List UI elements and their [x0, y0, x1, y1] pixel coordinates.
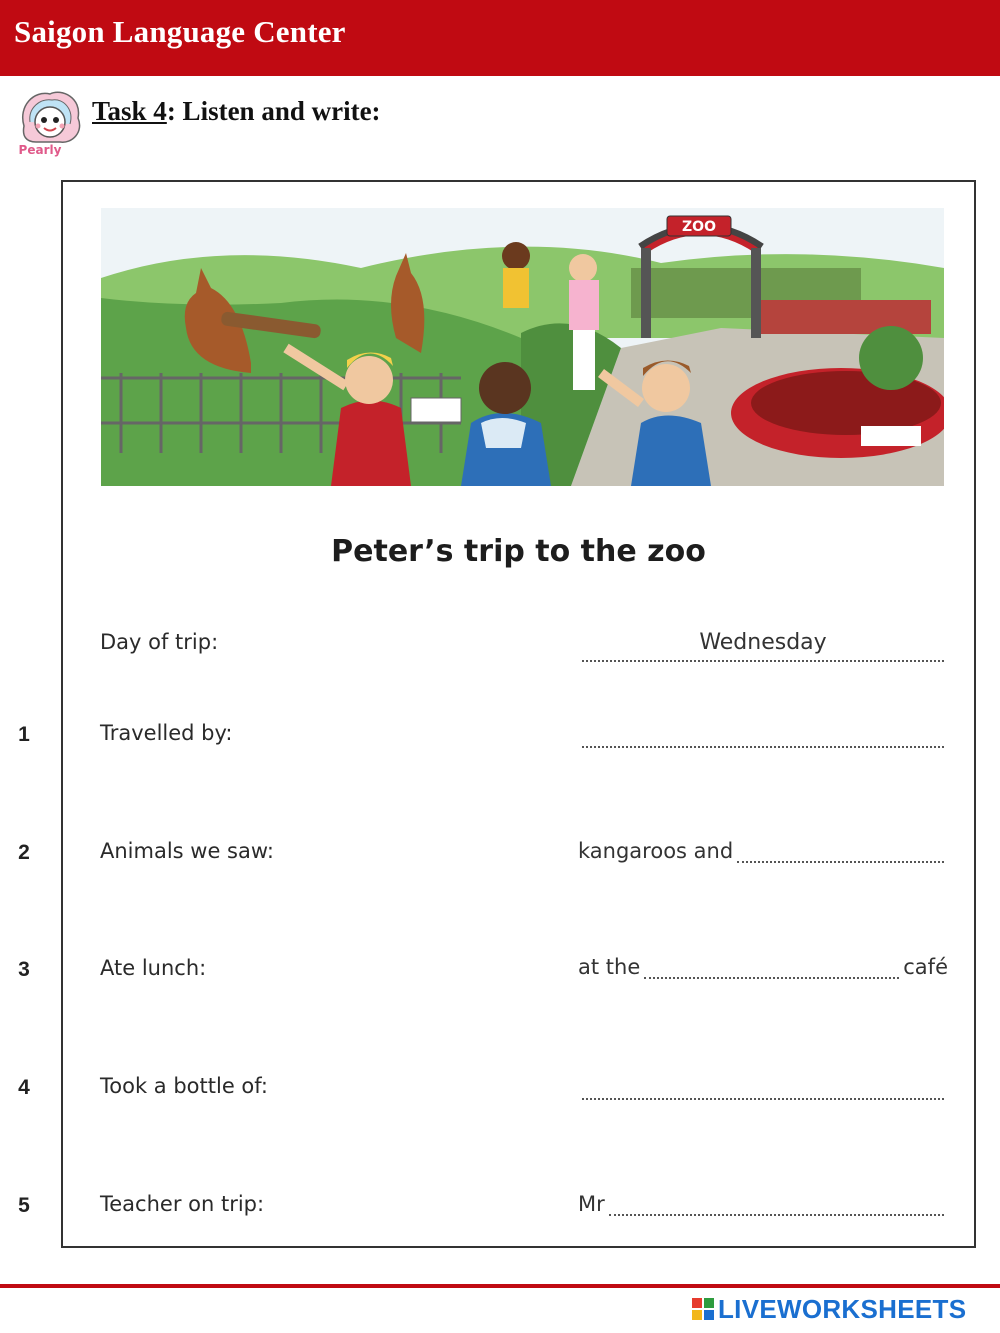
liveworksheets-brand: LIVEWORKSHEETS: [718, 1293, 967, 1324]
answer-prefix: at the: [578, 955, 641, 979]
answer-blank-2[interactable]: [578, 833, 948, 863]
item-label: Teacher on trip:: [100, 1192, 265, 1216]
footer-divider: [0, 1284, 1000, 1288]
dotted-line[interactable]: [737, 839, 944, 863]
item-label: Travelled by:: [100, 721, 233, 745]
item-number: 1: [18, 723, 30, 746]
dotted-line[interactable]: [609, 1192, 944, 1216]
dotted-line[interactable]: [644, 955, 899, 979]
liveworksheets-logo: [692, 1294, 966, 1324]
pearly-mascot-logo: [16, 86, 86, 158]
answer-blank-1[interactable]: [578, 718, 948, 748]
answer-suffix: café: [903, 955, 948, 979]
item-number: 4: [18, 1076, 30, 1099]
item-label: Animals we saw:: [100, 839, 274, 863]
example-dotted-line: [582, 630, 944, 662]
dotted-line[interactable]: [582, 1076, 944, 1100]
item-label: Took a bottle of:: [100, 1074, 268, 1098]
task-instruction: : Listen and write:: [166, 96, 381, 126]
header-title: Saigon Language Center: [14, 14, 346, 49]
header-bar: [0, 0, 1000, 76]
mascot-text: Pearly: [18, 143, 62, 157]
answer-blank-5[interactable]: [578, 1186, 948, 1216]
zoo-sign-text: ZOO: [682, 219, 716, 235]
zoo-scene-illustration: [101, 208, 944, 486]
liveworksheets-blocks-icon: [692, 1298, 714, 1320]
item-label: Ate lunch:: [100, 956, 207, 980]
worksheet-title: Peter’s trip to the zoo: [331, 534, 706, 569]
example-label: Day of trip:: [100, 630, 219, 654]
answer-prefix: Mr: [578, 1192, 605, 1216]
task-label: Task 4: [92, 96, 167, 126]
item-number: 3: [18, 958, 30, 981]
answer-blank-4[interactable]: [578, 1070, 948, 1100]
dotted-line[interactable]: [582, 724, 944, 748]
answer-blank-3[interactable]: [578, 949, 948, 979]
answer-prefix: kangaroos and: [578, 839, 734, 863]
item-number: 2: [18, 841, 30, 864]
item-number: 5: [18, 1194, 30, 1217]
example-answer: Wednesday: [699, 630, 827, 655]
example-answer-line: [578, 632, 948, 662]
task-heading: [92, 96, 381, 127]
